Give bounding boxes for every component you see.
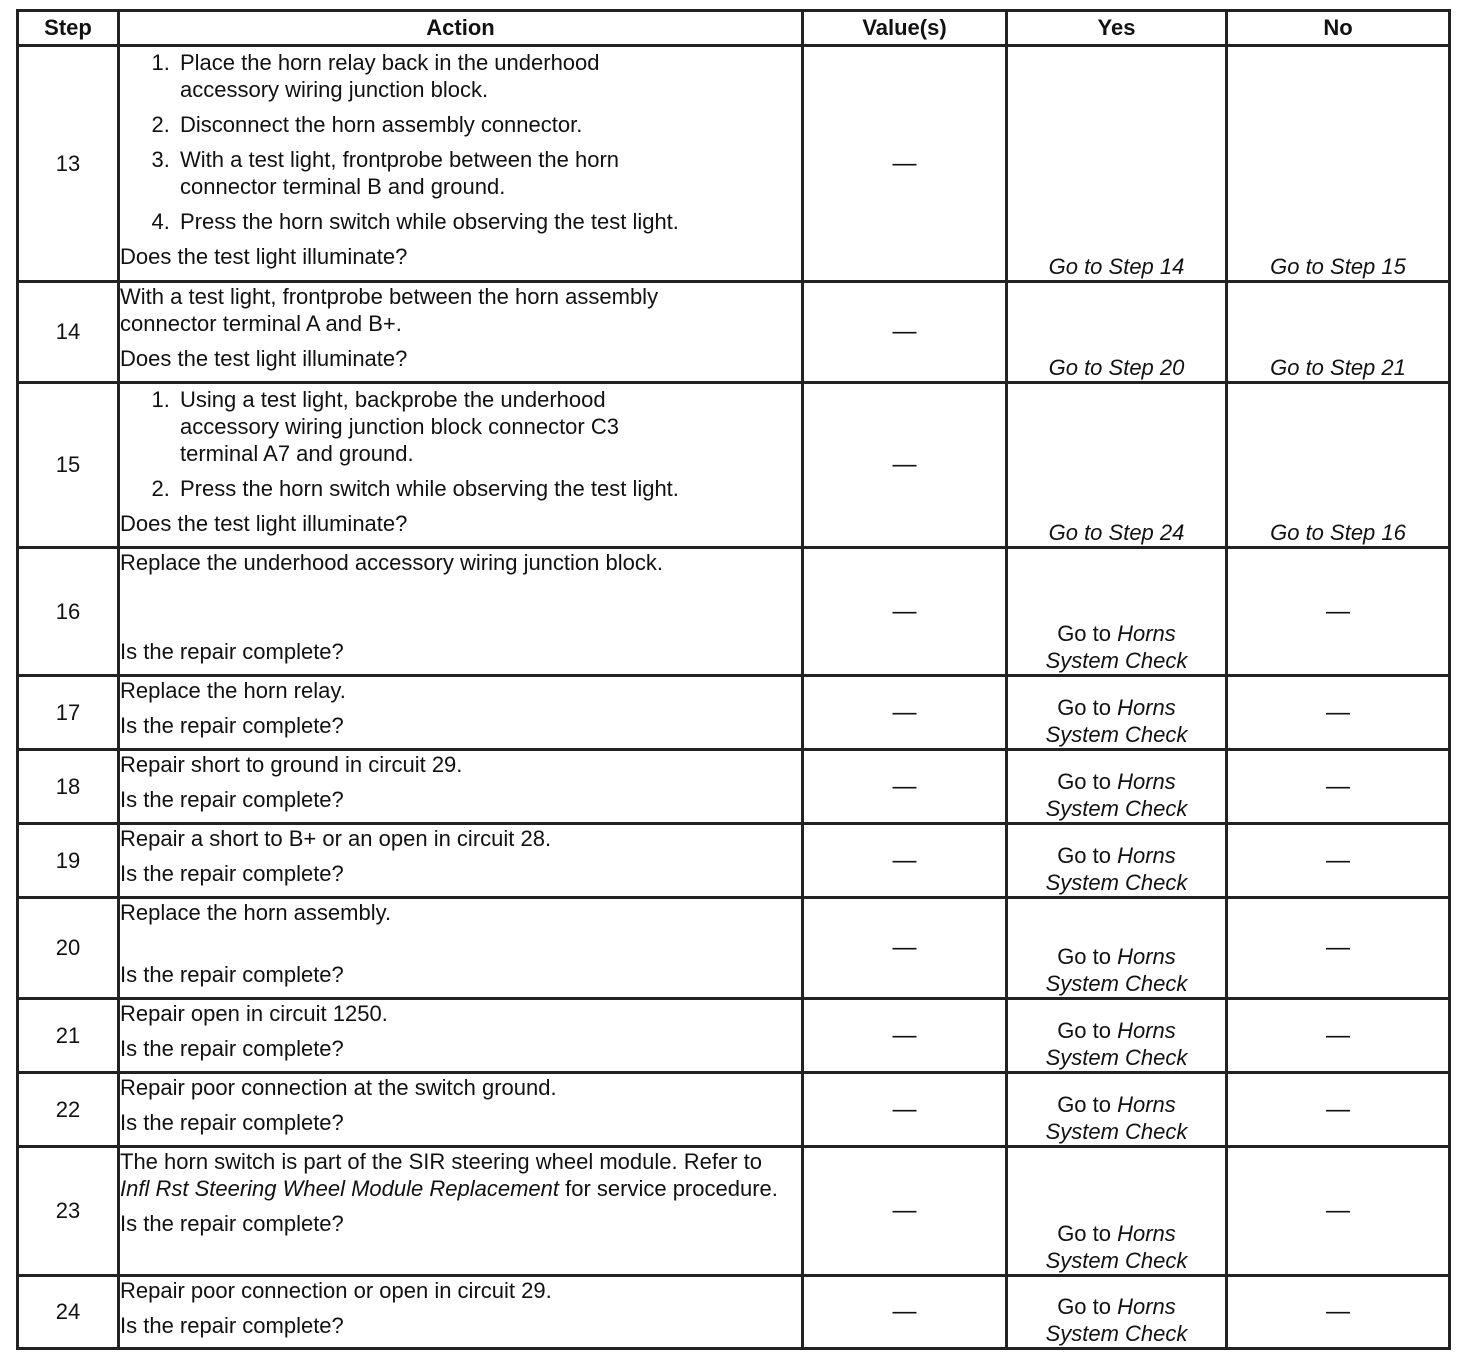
step-number: 14 — [18, 282, 119, 383]
yes-link[interactable]: Go to Step 14 — [1007, 46, 1227, 282]
value-cell: — — [803, 898, 1007, 999]
no-cell: — — [1227, 1073, 1450, 1147]
header-yes: Yes — [1007, 11, 1227, 46]
yes-link[interactable] — [1007, 1276, 1227, 1349]
go-to-text: Go to — [1057, 843, 1118, 868]
no-cell: — — [1227, 898, 1450, 999]
table-row — [18, 1276, 1450, 1349]
question: Is the repair complete? — [120, 1110, 344, 1135]
value-cell: — — [803, 999, 1007, 1073]
value-cell: — — [803, 824, 1007, 898]
action-text: Replace the horn relay. — [120, 678, 346, 703]
step-number: 21 — [18, 999, 119, 1073]
yes-link[interactable] — [1007, 999, 1227, 1073]
table-row — [18, 1147, 1450, 1276]
question: Is the repair complete? — [120, 1036, 344, 1061]
system-check-link: System Check — [1045, 722, 1188, 747]
horns-link: Horns — [1117, 1018, 1176, 1043]
header-values: Value(s) — [803, 11, 1007, 46]
no-cell: — — [1227, 750, 1450, 824]
no-cell: — — [1227, 999, 1450, 1073]
yes-link[interactable]: Go to Step 20 — [1007, 282, 1227, 383]
step-number: 16 — [18, 548, 119, 676]
value-cell: — — [803, 548, 1007, 676]
system-check-link: System Check — [1045, 1119, 1188, 1144]
step-number: 17 — [18, 676, 119, 750]
table-row — [18, 750, 1450, 824]
system-check-link: System Check — [1045, 648, 1188, 673]
action-text: Replace the underhood accessory wiring junction block. — [120, 550, 663, 575]
step-number: 23 — [18, 1147, 119, 1276]
system-check-link: System Check — [1045, 1045, 1188, 1070]
horns-link: Horns — [1117, 944, 1176, 969]
question: Is the repair complete? — [120, 713, 344, 738]
go-to-text: Go to — [1057, 1092, 1118, 1117]
action-text: Repair open in circuit 1250. — [120, 1001, 388, 1026]
step-number: 22 — [18, 1073, 119, 1147]
action-cell — [119, 383, 803, 548]
header-no: No — [1227, 11, 1450, 46]
horns-link: Horns — [1117, 843, 1176, 868]
value-cell: — — [803, 676, 1007, 750]
horns-link: Horns — [1117, 695, 1176, 720]
action-cell — [119, 1147, 803, 1276]
list-item: 1. Using a test light, backprobe the underhood accessory wiring junction block connector C3 terminal A7 and ground. — [176, 386, 700, 467]
value-cell: — — [803, 1073, 1007, 1147]
go-to-text: Go to — [1057, 1221, 1118, 1246]
go-to-text: Go to — [1057, 695, 1118, 720]
action-cell — [119, 548, 803, 676]
action-cell — [119, 46, 803, 282]
go-to-text: Go to — [1057, 621, 1118, 646]
table-row — [18, 898, 1450, 999]
action-text: With a test light, frontprobe between the horn assembly connector terminal A and B+. — [120, 284, 659, 336]
step-number: 20 — [18, 898, 119, 999]
value-cell: — — [803, 282, 1007, 383]
no-cell: — — [1227, 824, 1450, 898]
header-action: Action — [119, 11, 803, 46]
action-text: Repair poor connection at the switch ground. — [120, 1075, 557, 1100]
table-row — [18, 1073, 1450, 1147]
question: Is the repair complete? — [120, 1211, 344, 1236]
table-row — [18, 999, 1450, 1073]
value-cell: — — [803, 46, 1007, 282]
procedure-link[interactable]: Infl Rst Steering Wheel Module Replacement — [120, 1176, 559, 1201]
table-row — [18, 676, 1450, 750]
step-number: 15 — [18, 383, 119, 548]
yes-link[interactable] — [1007, 1073, 1227, 1147]
question: Is the repair complete? — [120, 1313, 344, 1338]
action-cell — [119, 282, 803, 383]
system-check-link: System Check — [1045, 1321, 1188, 1346]
action-cell — [119, 676, 803, 750]
header-step: Step — [18, 11, 119, 46]
action-text: Repair poor connection or open in circuit 29. — [120, 1278, 552, 1303]
value-cell: — — [803, 750, 1007, 824]
question: Is the repair complete? — [120, 787, 344, 812]
header-row — [18, 11, 1450, 46]
question: Is the repair complete? — [120, 861, 344, 886]
no-cell: — — [1227, 1276, 1450, 1349]
go-to-text: Go to — [1057, 769, 1118, 794]
step-number: 18 — [18, 750, 119, 824]
no-cell: — — [1227, 1147, 1450, 1276]
no-link[interactable]: Go to Step 15 — [1227, 46, 1450, 282]
action-cell — [119, 1276, 803, 1349]
action-cell — [119, 824, 803, 898]
step-number: 19 — [18, 824, 119, 898]
table-row — [18, 824, 1450, 898]
system-check-link: System Check — [1045, 870, 1188, 895]
list-item: 2. Press the horn switch while observing the test light. — [176, 475, 801, 502]
action-cell — [119, 999, 803, 1073]
go-to-text: Go to — [1057, 1294, 1118, 1319]
question: Is the repair complete? — [120, 639, 344, 664]
action-list — [120, 386, 801, 502]
list-item: 3. With a test light, frontprobe between the horn connector terminal B and ground. — [176, 146, 700, 200]
action-text-part: for service procedure. — [559, 1176, 778, 1201]
table-row — [18, 383, 1450, 548]
value-cell: — — [803, 1147, 1007, 1276]
go-to-text: Go to — [1057, 944, 1118, 969]
action-list — [120, 49, 801, 235]
step-number: 24 — [18, 1276, 119, 1349]
list-item: 2. Disconnect the horn assembly connector. — [176, 111, 801, 138]
yes-link[interactable] — [1007, 824, 1227, 898]
system-check-link: System Check — [1045, 1248, 1188, 1273]
action-cell — [119, 898, 803, 999]
no-link[interactable]: Go to Step 21 — [1227, 282, 1450, 383]
yes-link[interactable] — [1007, 676, 1227, 750]
yes-link[interactable]: Go to Step 24 — [1007, 383, 1227, 548]
system-check-link: System Check — [1045, 796, 1188, 821]
table-row — [18, 548, 1450, 676]
action-text: Repair a short to B+ or an open in circuit 28. — [120, 826, 552, 851]
no-cell: — — [1227, 676, 1450, 750]
value-cell: — — [803, 383, 1007, 548]
yes-link[interactable] — [1007, 1147, 1227, 1276]
action-text — [120, 1148, 780, 1202]
question: Does the test light illuminate? — [120, 346, 408, 371]
step-number: 13 — [18, 46, 119, 282]
horns-link: Horns — [1117, 1221, 1176, 1246]
yes-link[interactable] — [1007, 898, 1227, 999]
horns-link: Horns — [1117, 1092, 1176, 1117]
action-cell — [119, 750, 803, 824]
horns-link: Horns — [1117, 621, 1176, 646]
action-text-part: The horn switch is part of the SIR steering wheel module. Refer to — [120, 1149, 762, 1174]
horns-link: Horns — [1117, 1294, 1176, 1319]
action-text: Replace the horn assembly. — [120, 900, 392, 925]
table-row — [18, 282, 1450, 383]
question: Does the test light illuminate? — [120, 511, 408, 536]
no-link[interactable]: Go to Step 16 — [1227, 383, 1450, 548]
value-cell: — — [803, 1276, 1007, 1349]
diagnostic-table — [16, 9, 1451, 1350]
go-to-text: Go to — [1057, 1018, 1118, 1043]
table-row — [18, 46, 1450, 282]
horns-link: Horns — [1117, 769, 1176, 794]
question: Does the test light illuminate? — [120, 244, 408, 269]
action-cell — [119, 1073, 803, 1147]
yes-link[interactable] — [1007, 548, 1227, 676]
system-check-link: System Check — [1045, 971, 1188, 996]
list-item: 4. Press the horn switch while observing the test light. — [176, 208, 801, 235]
list-item: 1. Place the horn relay back in the underhood accessory wiring junction block. — [176, 49, 700, 103]
action-text: Repair short to ground in circuit 29. — [120, 752, 463, 777]
question: Is the repair complete? — [120, 962, 344, 987]
no-cell: — — [1227, 548, 1450, 676]
yes-link[interactable] — [1007, 750, 1227, 824]
